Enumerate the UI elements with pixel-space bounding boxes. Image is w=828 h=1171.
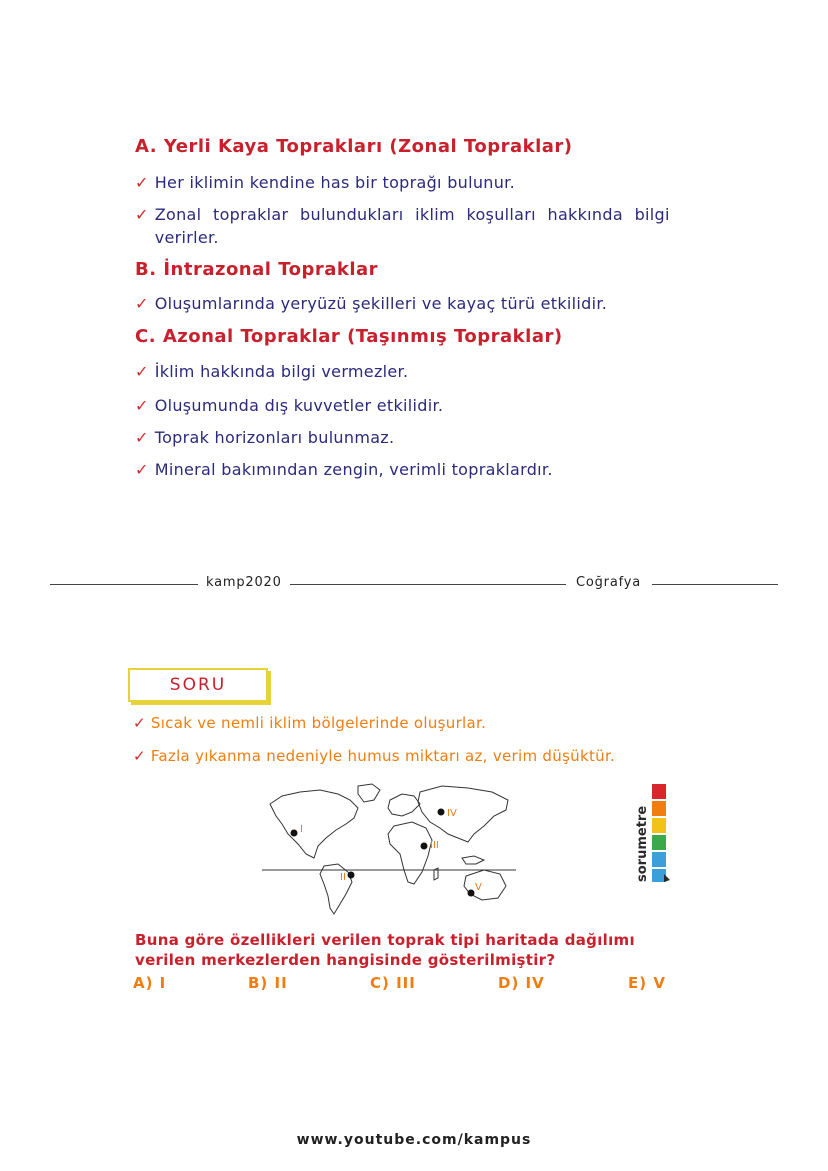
section-a-heading: A. Yerli Kaya Toprakları (Zonal Topraklar): [135, 136, 573, 157]
map-europe: [388, 794, 420, 816]
option-e[interactable]: E) V: [628, 974, 666, 992]
option-a[interactable]: A) I: [133, 974, 167, 992]
question-prompt: Buna göre özellikleri verilen toprak tipi haritada dağılımı verilen merkezlerden hangisinde gösterilmiştir?: [135, 931, 635, 969]
divider: [50, 584, 198, 585]
clue-item: ✓ Sıcak ve nemli iklim bölgelerinde oluşurlar.: [133, 714, 487, 732]
map-indonesia: [462, 856, 484, 864]
option-d[interactable]: D) IV: [498, 974, 545, 992]
list-item: ✓ Oluşumunda dış kuvvetler etkilidir.: [135, 396, 444, 415]
check-icon: ✓: [135, 205, 149, 224]
map-north-america: [270, 790, 358, 858]
question-label-box: [128, 668, 268, 702]
sorumetre-logo: [634, 782, 674, 886]
check-icon: ✓: [133, 714, 146, 732]
list-item: ✓ Her iklimin kendine has bir toprağı bulunur.: [135, 173, 515, 192]
map-label-v: V: [475, 882, 482, 893]
list-item: ✓ Oluşumlarında yeryüzü şekilleri ve kayaç türü etkilidir.: [135, 294, 608, 313]
section-b-heading: B. İntrazonal Topraklar: [135, 259, 379, 280]
world-map: [262, 778, 520, 920]
option-c[interactable]: C) III: [370, 974, 416, 992]
question-label: SORU: [169, 675, 227, 695]
map-label-iv: IV: [447, 808, 457, 819]
website-link[interactable]: www.youtube.com/kampus: [296, 1132, 532, 1148]
check-icon: ✓: [135, 362, 149, 381]
section-c-heading: C. Azonal Topraklar (Taşınmış Topraklar): [135, 326, 563, 347]
svg-text:sorumetre: sorumetre: [635, 805, 650, 882]
list-item: ✓ Toprak horizonları bulunmaz.: [135, 428, 395, 447]
map-point-v: [468, 890, 475, 897]
check-icon: ✓: [133, 747, 146, 765]
map-point-ii: [348, 872, 355, 879]
option-b[interactable]: B) II: [248, 974, 288, 992]
list-item: ✓ Mineral bakımından zengin, verimli topraklardır.: [135, 460, 553, 479]
map-point-iv: [438, 809, 445, 816]
footer-brand: kamp2020: [206, 575, 282, 590]
footer-subject: Coğrafya: [576, 575, 642, 590]
check-icon: ✓: [135, 396, 149, 415]
map-south-america: [320, 864, 352, 914]
map-label-i: I: [300, 824, 303, 835]
map-point-i: [291, 830, 298, 837]
map-label-iii: III: [430, 840, 439, 851]
list-item: ✓ Zonal topraklar bulundukları iklim koşulları hakkında bilgi verirler.: [135, 205, 670, 247]
clue-item: ✓ Fazla yıkanma nedeniyle humus miktarı az, verim düşüktür.: [133, 747, 616, 765]
map-africa: [388, 822, 432, 884]
map-greenland: [358, 784, 380, 802]
check-icon: ✓: [135, 173, 149, 192]
map-asia: [418, 786, 508, 842]
check-icon: ✓: [135, 294, 149, 313]
check-icon: ✓: [135, 460, 149, 479]
map-label-ii: II: [340, 872, 346, 883]
check-icon: ✓: [135, 428, 149, 447]
list-item: ✓ İklim hakkında bilgi vermezler.: [135, 362, 409, 381]
map-point-iii: [421, 843, 428, 850]
divider: [290, 584, 566, 585]
divider: [652, 584, 778, 585]
